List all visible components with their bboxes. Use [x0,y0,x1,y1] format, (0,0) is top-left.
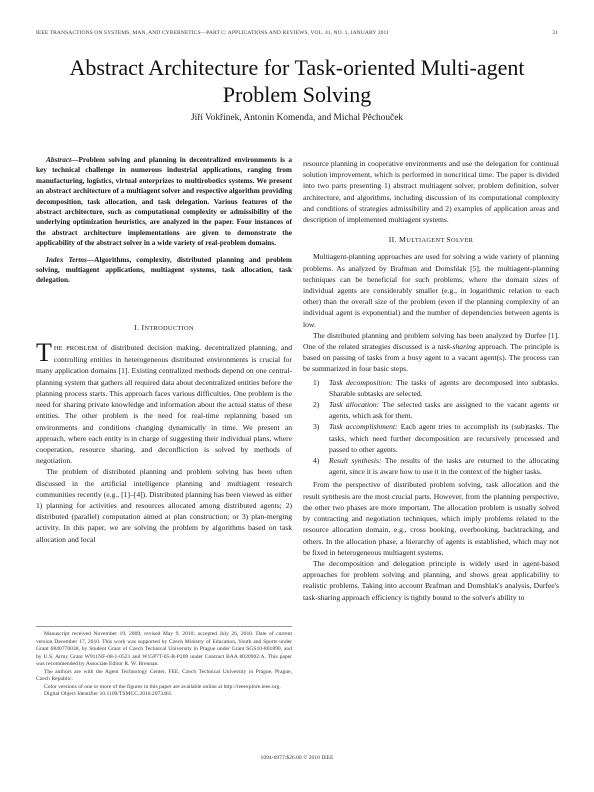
list-item [303,455,559,477]
list-item-number: 2) [313,400,320,410]
footnote-color-versions: Color versions of one or more of the figures in this paper are available online at http://ieeexplore.ieee.org. [44,683,281,690]
section-heading-multiagent-solver [303,234,559,246]
list-item-number: 3) [313,422,320,432]
body-paragraph-5: From the perspective of distributed problem solving, task allocation and the result synthesis are the most crucial parts. However, from the planning perspective, the other two phases are more important. The allocation problem is usually solved by contracting and negotiation techniques, which imply problems related to the resource allocation domain, e.g., cross booking, overbooking, backtracking, and others. In the allocation phase, a hierarchy of agents is established, which may not be fixed in heterogeneous multiagent systems. [303,480,559,557]
abstract [36,155,292,249]
title-block [30,54,564,123]
body-paragraph-3: Multiagent-planning approaches are used for solving a wide variety of planning problems. As analyzed by Brafman and Domshlak [5], the multiagent-planning techniques can be beneficial for such problems, where the domain sizes of individual agents are considerably smaller (e.g., in logarithmic relation to each other) than the overall size of the problem (even if the planning complexity of an individual agent is exponential) and the number of dependencies between agents is low. [303,252,559,329]
intro-paragraph-1-text: of distributed decision making, decentralized planning, and controlling entities in heterogeneous distributed environments is crucial for many application domains [1]. Existing centralized methods depend on one central-planning system that gathers all required data about decentralized entities before the planning process starts. This approach faces various difficulties. One problem is the need for sharing private knowledge and information about the actual status of these entities. The other problem is the need for real-time replanning based on environments and conditions changing dynamically in time. We present an approach, where each entity is in charge of suggesting their individual plans, where cooperation, resource sharing, and deconfliction is solved by methods of negotiation. [36,343,292,466]
footnote-manuscript: Manuscript received November 19, 2009; revised May 9, 2010; accepted July 26, 2010. Date of current version December 17, 2010. This work was supported by Czech Ministry of Education, Youth and Sports under Grant 6840770038, by Student Grant of Czech Technical University in Prague under Grant SGS10-801890, and by U.S. Army Grant W911NF-08-1-0521 and W15P7T-05-R-P209 under Contract BAA 8020902.A. This paper was recommended by Associate Editor R. W. Brennan. [36,631,292,667]
section-title [142,323,194,332]
footnote-rule [36,626,292,627]
body-paragraph-4 [303,330,559,375]
list-item [303,421,559,455]
list-item-label: Task decomposition: [329,377,393,387]
list-item-text: The results of the tasks are returned to the allocating agent, since it is aware how to use it in the context of the higher tasks. [329,456,559,477]
index-terms-label: Index Terms [46,254,87,264]
list-item [303,377,559,399]
section-title-initial: M [399,235,407,245]
paper-title: Abstract Architecture for Task-oriented Multi-agent Problem Solving [69,55,525,107]
section-title-initial: I [141,322,145,332]
intro-paragraph-2: The problem of distributed planning and problem solving has been often discussed in the artificial intelligence planning and multiagent research communities recently (e.g., [1]–[4]). Distributed planning has been viewed as either 1) planning for activities and resources allocated among distributed agents; 2) distributed (parallel) computation aimed at plan construction; or 3) plan-merging activity. In this paper, we are solving the problem by algorithms based on task allocation and local [36,467,292,544]
list-item-text: The tasks of agents are decomposed into subtasks. Sharable subtasks are selected. [329,377,559,398]
emphasis-task-sharing: task-sharing [437,342,476,352]
list-item-number: 4) [313,456,320,466]
body-paragraph-4-text-b: approach. The principle is based on passing of tasks from a busy agent to a vacant agent(s). The process can be summarized in four basic steps. [303,342,559,374]
index-terms [36,255,292,286]
footnote-doi: Digital Object Identifier 10.1109/TSMCC.2010.2073465 [44,691,172,697]
author-list: Jiří Vokřínek, Antonín Komenda, and Michal Pěchouček [190,113,404,123]
drop-cap: T [36,338,52,368]
section-title-rest: NTRODUCTION [144,324,194,332]
right-column [303,158,559,603]
continued-paragraph: resource planning in cooperative environments and use the delegation for continual solution improvement, which is performed in noncritical time. The paper is divided into two parts presenting 1) abstract multiagent solver, problem definition, solver architecture, and algorithms, including discussion of its computational complexity and conditions of strategies admissibility and 2) examples of application areas and description of implemented multiagent systems. [303,159,559,225]
journal-header: IEEE TRANSACTIONS ON SYSTEMS, MAN, AND CYBERNETICS—PART C: APPLICATIONS AND REVIEWS, VOL. 41, NO. 1, JANUARY 2011 [36,30,389,36]
footnotes [36,631,292,699]
section-title [399,235,473,244]
abstract-label: Abstract [46,155,72,164]
section-number: II. [388,235,397,245]
list-item-label: Result synthesis: [329,456,382,466]
list-item-number: 1) [313,377,320,387]
left-column [36,155,292,545]
section-number: I. [134,322,140,332]
list-item-text: The selected tasks are assigned to the vacant agents or agents, which ask for them. [329,400,559,421]
section-title-initial-2: S [446,235,452,245]
list-item-label: Task accomplishment: [329,422,398,432]
intro-paragraph-1 [36,338,292,466]
section-title-rest: ULTIAGENT [406,237,447,245]
footnote-authors: The authors are with the Agent Technology Center, FEE, Czech Technical University in Prague, Prague, Czech Republic. [36,668,292,682]
step-list [303,377,559,478]
copyright-line: 1094-6977/$26.00 © 2010 IEEE [260,755,334,761]
section-title-rest-2: OLVER [451,237,474,245]
lead-in-caps: HE PROBLEM [53,345,98,353]
abstract-text: —Problem solving and planning in decentralized environments is a key technical challenge in numerous industrial applications, ranging from manufacturing, logistics, virtual enterprizes to multirobotics systems. We present an abstract architecture of a multiagent solver and respective algorithm providing decomposition, task allocation, and task delegation. Various features of the abstract architecture, such as computational complexity or admissibility of the underlying optimization heuristics, are analyzed in the paper. Four instances of the abstract architecture implementations are given to demonstrate the applicability of the abstract solver in a wide variety of real-problem domains. [36,155,292,248]
running-header [36,30,558,36]
list-item [303,399,559,421]
list-item-label: Task allocation: [329,400,380,410]
body-paragraph-6: The decomposition and delegation principle is widely used in agent-based approaches for problem solving and planning, and shows great applicability to realistic problems. Taking into account Brafman and Domshlak's analysis, Durfee's task-sharing approach efficiency is tightly bound to the solver's ability to [303,558,559,602]
page-number: 31 [552,30,558,36]
list-item-text: Each agent tries to accomplish its (sub)tasks. The tasks, which need further decomposition are recursively processed and passed to other agents. [329,422,559,454]
body-paragraph-4-text-a: The distributed planning and problem solving has been analyzed by Durfee [1]. One of the related strategies discussed is a [303,330,559,352]
section-heading-introduction [36,322,292,334]
index-terms-text: —Algorithms, complexity, distributed planning and problem solving, multiagent applications, multiagent systems, task allocation, task delegation. [36,254,292,285]
